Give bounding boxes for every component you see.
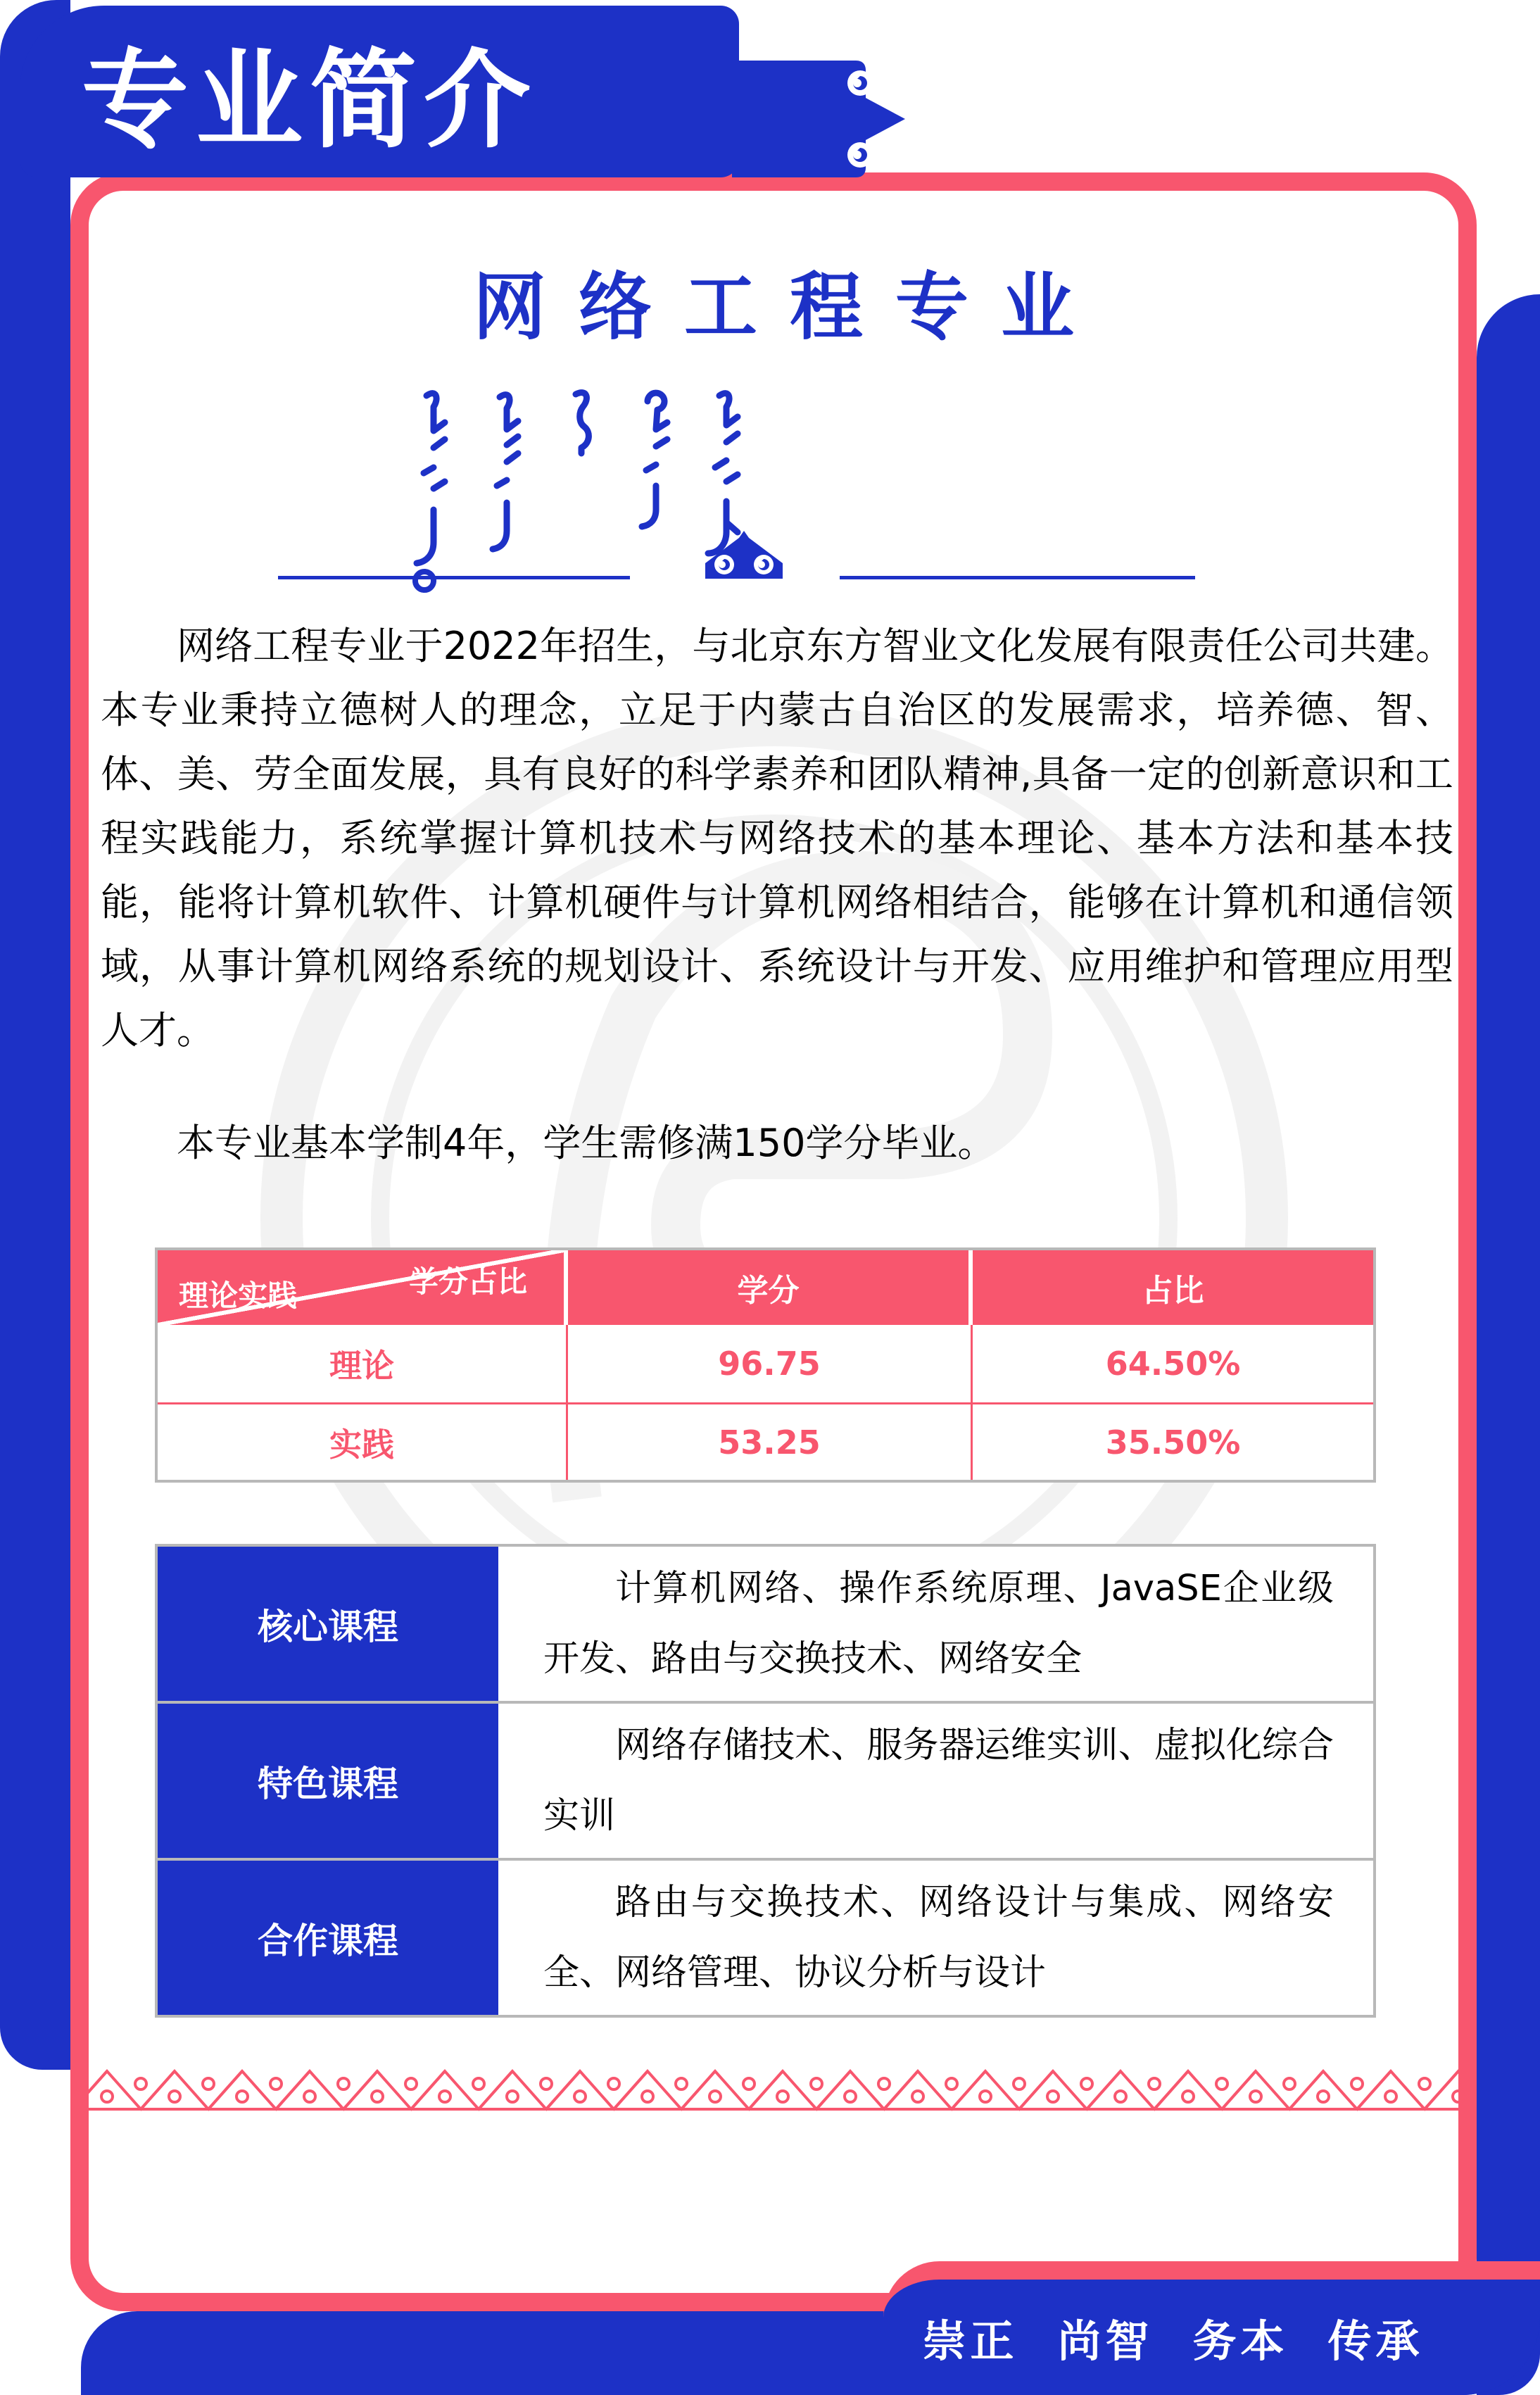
divider-line-left: [278, 576, 630, 579]
motto-word: 务本: [1192, 2315, 1289, 2367]
course-category-label: 合作课程: [158, 1861, 504, 2015]
course-list-cell: [504, 1704, 1373, 1858]
diagonal-header-cell: [158, 1250, 568, 1325]
motto: [883, 2280, 1540, 2395]
footer-motto-banner: [883, 2261, 1540, 2395]
credit-ratio-table: [155, 1247, 1376, 1483]
motto-word: 尚智: [1057, 2315, 1154, 2367]
diagonal-label-bottom: 理论实践: [179, 1278, 298, 1313]
table-row: [158, 1547, 1373, 1701]
course-category-label: 核心课程: [158, 1547, 504, 1701]
course-table: [155, 1544, 1376, 2018]
row-label: 理论: [158, 1325, 568, 1402]
table-row: [158, 1325, 1373, 1402]
triangle-scroll-border-icon: [73, 2067, 1474, 2112]
table-row: [158, 1402, 1373, 1480]
row-ratio: 35.50%: [973, 1402, 1373, 1480]
motto-word: 崇正: [922, 2315, 1018, 2367]
duration-note: 本专业基本学制4年，学生需修满150学分毕业。: [177, 1121, 996, 1165]
intro-paragraph: 网络工程专业于2022年招生，与北京东方智业文化发展有限责任公司共建。本专业秉持立德树人的理念，立足于内蒙古自治区的发展需求，培养德、智、体、美、劳全面发展，具有良好的科学素养和团队精神,具备一定的创新意识和工程实践能力，系统掌握计算机技术与网络技术的基本理论、基本方法和基本技能，能将计算机软件、计算机硬件与计算机网络相结合，能够在计算机和通信领域，从事计算机网络系统的规划设计、系统设计与开发、应用维护和管理应用型人才。: [101, 624, 1453, 1052]
course-list-cell: [504, 1547, 1373, 1701]
page-title: 专业简介: [82, 38, 538, 163]
credit-table-header: [158, 1250, 1373, 1325]
left-blue-strip: [0, 0, 70, 2070]
header-banner: [20, 6, 739, 177]
row-credits: 96.75: [568, 1325, 973, 1402]
right-blue-strip: [1477, 294, 1540, 2395]
table-row: [158, 1701, 1373, 1858]
row-label: 实践: [158, 1402, 568, 1480]
divider-line-right: [840, 576, 1195, 579]
header-banner-extension: [732, 61, 821, 177]
diagonal-label-top: 学分占比: [408, 1264, 527, 1299]
course-list-cell: [504, 1861, 1373, 2015]
mongolian-script-icon: [394, 386, 746, 618]
motto-word: 传承: [1327, 2315, 1424, 2367]
row-credits: 53.25: [568, 1402, 973, 1480]
course-list: 计算机网络、操作系统原理、JavaSE企业级开发、路由与交换技术、网络安全: [543, 1567, 1334, 1680]
row-ratio: 64.50%: [1105, 1345, 1241, 1383]
cloud-arrow-icon: [816, 61, 911, 177]
table-row: [158, 1858, 1373, 2015]
course-list: 路由与交换技术、网络设计与集成、网络安全、网络管理、协议分析与设计: [543, 1881, 1334, 1994]
column-header-credits: 学分: [568, 1250, 973, 1325]
major-title: 网络工程专业: [472, 264, 1106, 350]
course-list: 网络存储技术、服务器运维实训、虚拟化综合实训: [543, 1724, 1334, 1837]
cloud-crown-icon: [705, 531, 783, 579]
column-header-ratio: 占比: [973, 1250, 1373, 1325]
course-category-label: 特色课程: [158, 1704, 504, 1858]
